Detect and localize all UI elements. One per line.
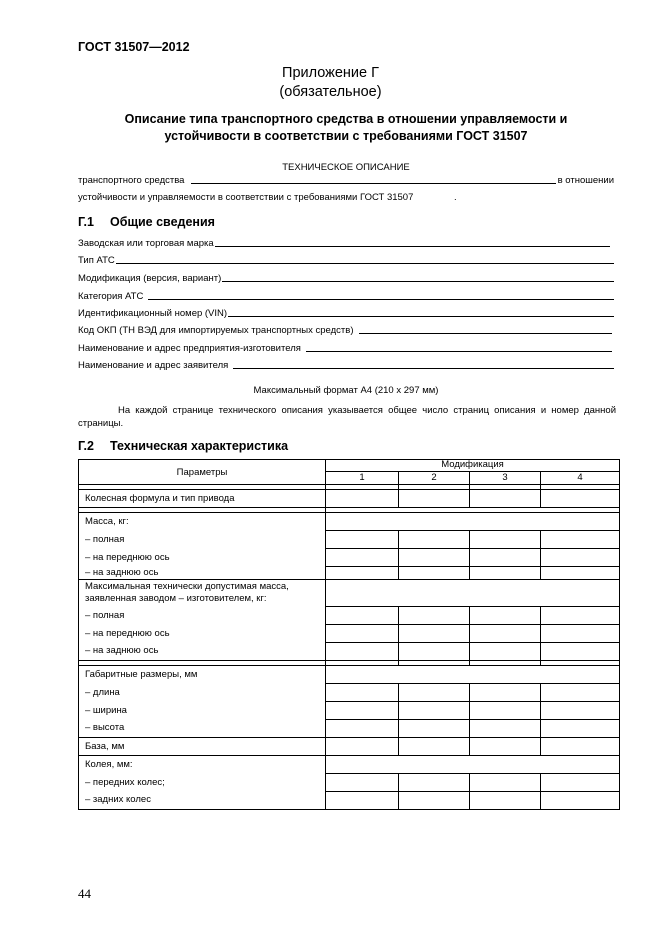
table-cell[interactable] bbox=[470, 701, 541, 719]
table-cell[interactable] bbox=[326, 701, 399, 719]
table-row: – передних колес; bbox=[79, 773, 326, 791]
description-line1-prefix: транспортного средства bbox=[78, 175, 185, 186]
header-mod-1: 1 bbox=[326, 471, 399, 484]
table-cell[interactable] bbox=[541, 490, 620, 508]
table-cell[interactable] bbox=[326, 773, 399, 791]
subtitle-line-2: устойчивости в соответствии с требованиями ГОСТ 31507 bbox=[164, 129, 528, 143]
table-cell[interactable] bbox=[399, 737, 470, 755]
vehicle-name-blank[interactable] bbox=[191, 183, 555, 184]
table-row: – на переднюю ось bbox=[79, 549, 326, 567]
table-cell[interactable] bbox=[326, 531, 399, 549]
field-row bbox=[78, 254, 614, 266]
table-row: – ширина bbox=[79, 701, 326, 719]
section-2-title: Техническая характеристика bbox=[110, 439, 289, 453]
table-cell[interactable] bbox=[541, 737, 620, 755]
table-cell[interactable] bbox=[541, 642, 620, 660]
description-line2-text: устойчивости и управляемости в соответствии с требованиями ГОСТ 31507 bbox=[78, 192, 414, 203]
section-2-heading bbox=[78, 439, 288, 453]
field-blank[interactable] bbox=[148, 299, 614, 300]
table-cell[interactable] bbox=[541, 624, 620, 642]
section-1-heading bbox=[78, 215, 215, 229]
table-cell[interactable] bbox=[399, 719, 470, 737]
table-row: Колесная формула и тип привода bbox=[79, 490, 326, 508]
field-blank[interactable] bbox=[306, 351, 612, 352]
tech-spec-table bbox=[78, 459, 620, 810]
table-cell[interactable] bbox=[470, 490, 541, 508]
table-cell[interactable] bbox=[541, 791, 620, 809]
table-cell[interactable] bbox=[470, 549, 541, 567]
field-label: Модификация (версия, вариант) bbox=[78, 273, 222, 284]
table-cell[interactable] bbox=[399, 642, 470, 660]
appendix-status: (обязательное) bbox=[279, 84, 382, 100]
field-row bbox=[78, 290, 614, 302]
section-1-title: Общие сведения bbox=[110, 215, 215, 229]
table-cell[interactable] bbox=[470, 737, 541, 755]
table-cell[interactable] bbox=[399, 606, 470, 624]
field-row bbox=[78, 324, 614, 336]
table-row: – на заднюю ось bbox=[79, 642, 326, 660]
field-row bbox=[78, 237, 614, 249]
table-cell[interactable] bbox=[470, 531, 541, 549]
table-cell bbox=[326, 755, 620, 773]
table-cell[interactable] bbox=[470, 683, 541, 701]
table-cell[interactable] bbox=[541, 567, 620, 580]
table-cell[interactable] bbox=[326, 683, 399, 701]
table-row: Масса, кг: bbox=[79, 513, 326, 531]
format-note: Максимальный формат А4 (210 х 297 мм) bbox=[253, 385, 439, 396]
table-cell[interactable] bbox=[541, 606, 620, 624]
table-cell[interactable] bbox=[326, 624, 399, 642]
field-blank[interactable] bbox=[116, 263, 614, 264]
table-cell[interactable] bbox=[326, 567, 399, 580]
field-label: Заводская или торговая марка bbox=[78, 238, 214, 249]
table-cell[interactable] bbox=[326, 719, 399, 737]
field-label: Категория АТС bbox=[78, 291, 144, 302]
appendix-title: Приложение Г bbox=[282, 65, 379, 81]
field-blank[interactable] bbox=[359, 333, 613, 334]
table-cell bbox=[326, 665, 620, 683]
table-row: – высота bbox=[79, 719, 326, 737]
description-line-2 bbox=[78, 192, 457, 203]
table-row: – длина bbox=[79, 683, 326, 701]
table-cell[interactable] bbox=[399, 490, 470, 508]
table-row: – полная bbox=[79, 531, 326, 549]
table-cell[interactable] bbox=[399, 773, 470, 791]
table-cell[interactable] bbox=[399, 567, 470, 580]
description-line2-end: . bbox=[454, 192, 457, 203]
table-row: Колея, мм: bbox=[79, 755, 326, 773]
section-2-number: Г.2 bbox=[78, 439, 94, 453]
table-cell[interactable] bbox=[399, 791, 470, 809]
field-label: Наименование и адрес заявителя bbox=[78, 360, 229, 371]
table-cell[interactable] bbox=[399, 531, 470, 549]
table-cell[interactable] bbox=[399, 549, 470, 567]
table-cell[interactable] bbox=[541, 701, 620, 719]
field-blank[interactable] bbox=[222, 281, 614, 282]
table-cell[interactable] bbox=[326, 642, 399, 660]
table-row: – задних колес bbox=[79, 791, 326, 809]
table-cell[interactable] bbox=[326, 737, 399, 755]
table-cell[interactable] bbox=[399, 701, 470, 719]
table-cell[interactable] bbox=[470, 624, 541, 642]
table-row: – на заднюю ось bbox=[79, 567, 326, 580]
field-label: Тип АТС bbox=[78, 255, 115, 266]
page-note: На каждой странице технического описания указывается общее число страниц описания и номер данной страницы. bbox=[78, 405, 616, 429]
field-row bbox=[78, 359, 614, 371]
header-params: Параметры bbox=[79, 460, 326, 485]
page-number: 44 bbox=[78, 886, 91, 901]
description-line1-suffix: в отношении bbox=[557, 175, 614, 186]
table-cell[interactable] bbox=[326, 549, 399, 567]
table-cell[interactable] bbox=[399, 683, 470, 701]
table-row: Максимальная технически допустимая масса, заявленная заводом – изготовителем, кг: bbox=[79, 580, 326, 607]
table-cell[interactable] bbox=[470, 567, 541, 580]
table-row: База, мм bbox=[79, 737, 326, 755]
tech-description-heading: ТЕХНИЧЕСКОЕ ОПИСАНИЕ bbox=[282, 162, 410, 173]
table-cell[interactable] bbox=[541, 531, 620, 549]
field-label: Идентификационный номер (VIN) bbox=[78, 308, 228, 319]
table-cell[interactable] bbox=[541, 719, 620, 737]
table-cell[interactable] bbox=[470, 719, 541, 737]
header-mod-4: 4 bbox=[541, 471, 620, 484]
table-row: Габаритные размеры, мм bbox=[79, 665, 326, 683]
table-cell[interactable] bbox=[326, 490, 399, 508]
table-cell[interactable] bbox=[541, 773, 620, 791]
field-row bbox=[78, 342, 614, 354]
header-modification: Модификация bbox=[326, 460, 620, 472]
table-row: – на переднюю ось bbox=[79, 624, 326, 642]
header-mod-3: 3 bbox=[470, 471, 541, 484]
field-blank[interactable] bbox=[228, 316, 614, 317]
table-cell bbox=[326, 513, 620, 531]
table-cell[interactable] bbox=[470, 791, 541, 809]
table-cell bbox=[326, 580, 620, 607]
subtitle-line-1: Описание типа транспортного средства в отношении управляемости и bbox=[124, 112, 568, 126]
table-cell[interactable] bbox=[470, 773, 541, 791]
standard-header: ГОСТ 31507—2012 bbox=[78, 40, 190, 54]
field-label: Наименование и адрес предприятия-изготовителя bbox=[78, 343, 301, 354]
table-cell[interactable] bbox=[541, 683, 620, 701]
field-row bbox=[78, 307, 614, 319]
table-row: – полная bbox=[79, 606, 326, 624]
table-cell[interactable] bbox=[326, 606, 399, 624]
field-blank[interactable] bbox=[233, 368, 614, 369]
table-cell[interactable] bbox=[326, 791, 399, 809]
table-cell[interactable] bbox=[399, 624, 470, 642]
description-line-1 bbox=[78, 174, 614, 186]
field-row bbox=[78, 272, 614, 284]
header-mod-2: 2 bbox=[399, 471, 470, 484]
table-cell[interactable] bbox=[470, 642, 541, 660]
field-blank[interactable] bbox=[215, 246, 610, 247]
section-1-number: Г.1 bbox=[78, 215, 94, 229]
table-cell[interactable] bbox=[470, 606, 541, 624]
table-cell[interactable] bbox=[541, 549, 620, 567]
field-label: Код ОКП (ТН ВЭД для импортируемых транспортных средств) bbox=[78, 325, 354, 336]
